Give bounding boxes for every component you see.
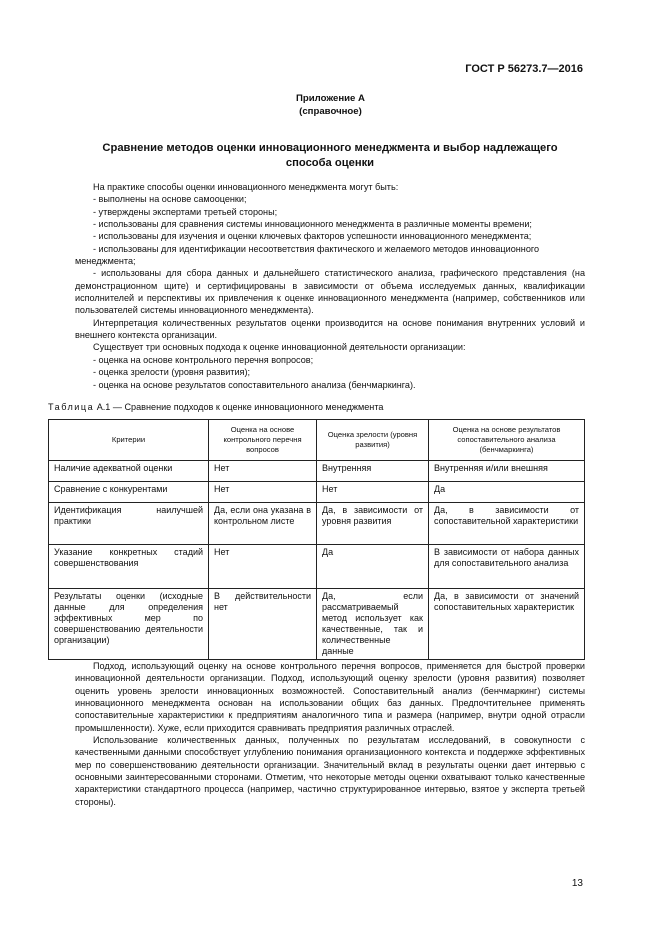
table-caption-label: Таблица bbox=[48, 402, 95, 412]
table-cell: Нет bbox=[209, 482, 317, 503]
approaches-lead: Существует три основных подхода к оценке инновационной деятельности организации: bbox=[93, 342, 466, 353]
intro-block bbox=[75, 181, 585, 391]
approach-item: - оценка на основе результатов сопоставительного анализа (бенчмаркинга). bbox=[93, 379, 416, 390]
page-number: 13 bbox=[571, 878, 583, 889]
conclusion-block bbox=[75, 660, 585, 808]
table-cell: Да bbox=[429, 482, 585, 503]
table-row bbox=[49, 482, 585, 503]
table-cell: Наличие адекватной оценки bbox=[49, 461, 209, 482]
table-cell: В действительности нет bbox=[209, 589, 317, 660]
table-cell: В зависимости от набора данных для сопоставительного анализа bbox=[429, 545, 585, 589]
intro-item: - использованы для сбора данных и дальнейшего статистического анализа, графического представления (на демонстрационном щите) и сертифицированы в зависимости от объема исследуемых данных, квалификации исполнителей и перспективы их привлечения к оценке инновационного менеджмента (например, собственников или пользователей системы инновационного менеджмента). bbox=[75, 268, 585, 316]
table-cell: Да, в зависимости от значений сопоставительных характеристик bbox=[429, 589, 585, 660]
section-title-line-2: способа оценки bbox=[285, 157, 375, 169]
table-row bbox=[49, 545, 585, 589]
table-cell: Да, в зависимости от уровня развития bbox=[317, 503, 429, 545]
table-cell: Внутренняя и/или внешняя bbox=[429, 461, 585, 482]
standard-number: ГОСТ Р 56273.7—2016 bbox=[465, 63, 583, 75]
table-cell: Да, в зависимости от сопоставительной характеристики bbox=[429, 503, 585, 545]
table-row bbox=[49, 589, 585, 660]
table-cell: Да, если рассматриваемый метод использует как качественные, так и количественные данные bbox=[317, 589, 429, 660]
table-header-cell: Оценка на основе контрольного перечня вопросов bbox=[209, 420, 317, 461]
intro-item: - использованы для идентификации несоответствия фактического и желаемого методов инновационного менеджмента; bbox=[75, 243, 540, 267]
appendix-note: (справочное) bbox=[299, 106, 362, 117]
table-row bbox=[49, 461, 585, 482]
conclusion-paragraph: Использование количественных данных, полученных по результатам исследований, в совокупности с качественными данными способствует углублению понимания организационного контекста и поддержке эффективных мер по совершенствованию деятельности организации. Значительный вклад в результаты оценки дает интервью с основными заинтересованными сторонами. Отметим, что некоторые методы оценки охватывают только качественные характеристики стандартного процесса (например, частично структурированное интервью, взятое у эксперта третьей стороны). bbox=[75, 735, 585, 807]
table-row bbox=[49, 503, 585, 545]
approach-item: - оценка на основе контрольного перечня вопросов; bbox=[93, 354, 314, 365]
table-header-cell: Оценка на основе результатов сопоставительного анализа (бенчмаркинга) bbox=[429, 420, 585, 461]
intro-lead: На практике способы оценки инновационного менеджмента могут быть: bbox=[93, 182, 399, 192]
interpretation-paragraph: Интерпретация количественных результатов оценки производится на основе понимания внутренних условий и внешнего контекста организации. bbox=[75, 317, 585, 341]
conclusion-paragraph: Подход, использующий оценку на основе контрольного перечня вопросов, применяется для быстрой проверки инновационной деятельности организации. Подход, использующий оценку зрелости (уровня развития) позволяет оценить уровень зрелости инновационных возможностей. Сопоставительный анализ (бенчмаркинг) системы инновационного менеджмента основан на использовании общих баз данных. Предпочтительнее применять сопоставительные характеристики к предприятиям аналогичного типа и размера (например, внутри одной отрасли промышленности). Хуже, если приходится сравнивать предприятия различных отраслей. bbox=[75, 661, 585, 733]
intro-item: - выполнены на основе самооценки; bbox=[93, 194, 247, 205]
table-cell: Да bbox=[317, 545, 429, 589]
section-title bbox=[70, 141, 590, 171]
intro-item: - использованы для сравнения системы инновационного менеджмента в различные моменты времени; bbox=[93, 219, 532, 230]
table-cell: Нет bbox=[317, 482, 429, 503]
table-header-cell: Оценка зрелости (уровня развития) bbox=[317, 420, 429, 461]
approach-item: - оценка зрелости (уровня развития); bbox=[93, 367, 251, 378]
table-cell: Идентификация наилучшей практики bbox=[49, 503, 209, 545]
table-cell: Сравнение с конкурентами bbox=[49, 482, 209, 503]
table-caption bbox=[48, 402, 383, 412]
intro-item: - использованы для изучения и оценки ключевых факторов успешности инновационного менеджмента; bbox=[93, 231, 532, 242]
table-cell: Результаты оценки (исходные данные для определения эффективных мер по совершенствованию деятельности организации) bbox=[49, 589, 209, 660]
comparison-table bbox=[48, 419, 585, 660]
appendix-title: Приложение А bbox=[296, 93, 365, 104]
table-header-row bbox=[49, 420, 585, 461]
intro-item: - утверждены экспертами третьей стороны; bbox=[93, 206, 278, 217]
section-title-line-1: Сравнение методов оценки инновационного менеджмента и выбор надлежащего bbox=[102, 142, 558, 154]
table-cell: Нет bbox=[209, 461, 317, 482]
table-cell: Нет bbox=[209, 545, 317, 589]
table-caption-text: А.1 — Сравнение подходов к оценке инновационного менеджмента bbox=[96, 402, 384, 412]
table-cell: Да, если она указана в контрольном листе bbox=[209, 503, 317, 545]
table-cell: Внутренняя bbox=[317, 461, 429, 482]
table-cell: Указание конкретных стадий совершенствования bbox=[49, 545, 209, 589]
table-header-cell: Критерии bbox=[49, 420, 209, 461]
